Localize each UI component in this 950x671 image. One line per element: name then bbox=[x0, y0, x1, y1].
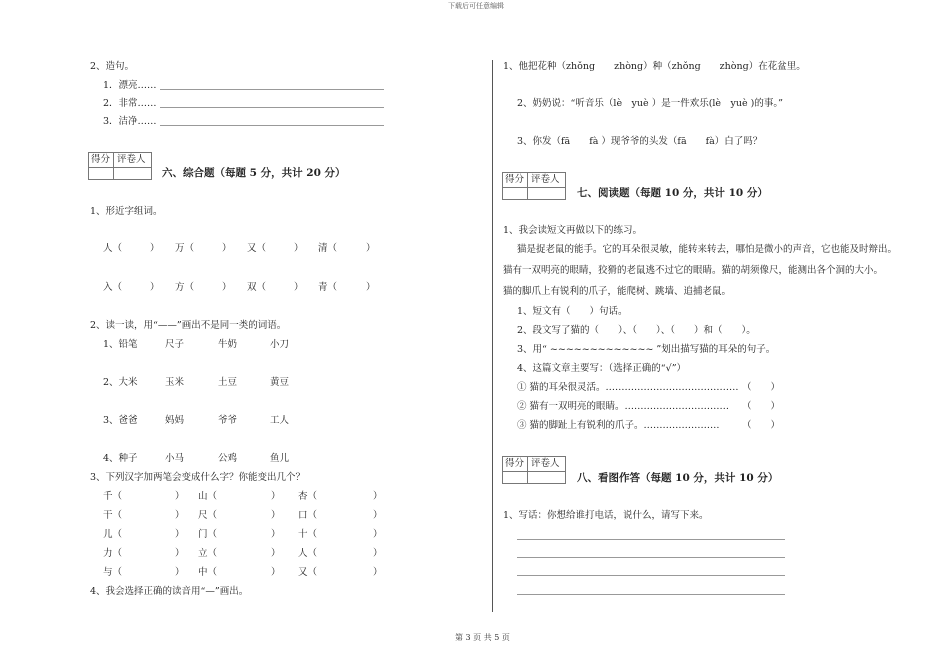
q3-strokes-title: 3、下列汉字加两笔会变成什么字？你能变出几个？ bbox=[90, 472, 306, 483]
writing-title: 1、写话：你想给谁打电话，说什么，请写下来。 bbox=[503, 510, 709, 521]
sentence-item: 2．非常…… bbox=[103, 98, 157, 109]
char-blank-close: ） bbox=[175, 567, 185, 578]
word[interactable]: 3、爸爸 bbox=[103, 415, 138, 426]
char-blank: 十（ bbox=[298, 529, 318, 540]
word[interactable]: 工人 bbox=[270, 415, 290, 426]
char-blank: 干（ bbox=[103, 510, 123, 521]
char-blank: 口（ bbox=[298, 510, 318, 521]
section-8-title: 八、看图作答（每题 10 分，共计 10 分） bbox=[577, 472, 779, 484]
char-blank-close: ） bbox=[366, 243, 376, 254]
pinyin-item[interactable]: 3、你发（fā fà ）现爷爷的头发（fā fà）白了吗？ bbox=[517, 136, 763, 147]
passage-line: 猫有一双明亮的眼睛，狡猾的老鼠逃不过它的眼睛。猫的胡须像尺，能测出各个洞的大小。 bbox=[503, 265, 884, 276]
word[interactable]: 小刀 bbox=[270, 339, 290, 350]
char-blank-close: ） bbox=[222, 282, 232, 293]
sentence-item: 3．洁净…… bbox=[103, 116, 157, 127]
char-blank: 山（ bbox=[198, 491, 218, 502]
word[interactable]: 鱼儿 bbox=[270, 453, 290, 464]
char-blank: 青（ bbox=[318, 282, 338, 293]
q4-pronunciation-title: 4、我会选择正确的读音用“—”画出。 bbox=[90, 586, 249, 597]
reviewer-label: 评卷人 bbox=[531, 458, 560, 469]
score-box bbox=[502, 456, 566, 484]
char-blank-close: ） bbox=[366, 282, 376, 293]
char-blank: 方（ bbox=[175, 282, 195, 293]
char-blank-close: ） bbox=[271, 491, 281, 502]
word[interactable]: 妈妈 bbox=[165, 415, 185, 426]
char-blank-close: ） bbox=[373, 510, 383, 521]
page-footer: 第 3 页 共 5 页 bbox=[455, 633, 510, 642]
char-blank-close: ） bbox=[175, 510, 185, 521]
pinyin-item[interactable]: 1、他把花种（zhǒng zhòng）种（zhǒng zhòng）在花盆里。 bbox=[503, 61, 806, 72]
char-blank-close: ） bbox=[150, 243, 160, 254]
choice-text: ① 猫的耳朵很灵活。…………………………………… bbox=[517, 382, 739, 393]
char-blank: 人（ bbox=[298, 548, 318, 559]
char-blank-close: ） bbox=[373, 529, 383, 540]
word[interactable]: 土豆 bbox=[218, 377, 238, 388]
writing-line[interactable] bbox=[517, 557, 785, 558]
word[interactable]: 2、大米 bbox=[103, 377, 138, 388]
score-label: 得分 bbox=[505, 174, 525, 185]
word[interactable]: 爷爷 bbox=[218, 415, 238, 426]
word[interactable]: 尺子 bbox=[165, 339, 185, 350]
word[interactable]: 4、种子 bbox=[103, 453, 138, 464]
choice-checkbox[interactable]: （ ） bbox=[742, 401, 781, 412]
choice-checkbox[interactable]: （ ） bbox=[742, 382, 781, 393]
answer-line[interactable] bbox=[160, 125, 384, 126]
char-blank: 千（ bbox=[103, 491, 123, 502]
char-blank-close: ） bbox=[271, 529, 281, 540]
char-blank-close: ） bbox=[175, 491, 185, 502]
reading-question: 4、这篇文章主要写：（选择正确的“√”） bbox=[517, 363, 687, 374]
char-blank: 又（ bbox=[298, 567, 318, 578]
writing-line[interactable] bbox=[517, 575, 785, 576]
q2-sentences-title: 2、造句。 bbox=[90, 61, 135, 72]
char-blank: 杏（ bbox=[298, 491, 318, 502]
q1-similar-title: 1、形近字组词。 bbox=[90, 206, 163, 217]
char-blank: 儿（ bbox=[103, 529, 123, 540]
writing-line[interactable] bbox=[517, 539, 785, 540]
word[interactable]: 牛奶 bbox=[218, 339, 238, 350]
pinyin-item[interactable]: 2、奶奶说：“听音乐（lè yuè ）是一件欢乐(lè yuè )的事。” bbox=[517, 98, 783, 109]
passage-line: 猫的脚爪上有锐利的爪子，能爬树、跳墙、追捕老鼠。 bbox=[503, 286, 732, 297]
reading-question: 3、用“ ~~~~~~~~~~~~~ ”划出描写猫的耳朵的句子。 bbox=[517, 344, 776, 355]
char-blank: 入（ bbox=[103, 282, 123, 293]
char-blank: 尺（ bbox=[198, 510, 218, 521]
char-blank: 与（ bbox=[103, 567, 123, 578]
sentence-item: 1．漂亮…… bbox=[103, 80, 157, 91]
char-blank: 清（ bbox=[318, 243, 338, 254]
char-blank-close: ） bbox=[294, 243, 304, 254]
char-blank-close: ） bbox=[175, 529, 185, 540]
score-label: 得分 bbox=[505, 458, 525, 469]
word[interactable]: 黄豆 bbox=[270, 377, 290, 388]
column-divider bbox=[492, 60, 493, 612]
section-6-title: 六、综合题（每题 5 分，共计 20 分） bbox=[162, 167, 346, 179]
score-label: 得分 bbox=[91, 154, 111, 165]
choice-text: ③ 猫的脚趾上有锐利的爪子。…………………… bbox=[517, 420, 720, 431]
char-blank: 又（ bbox=[247, 243, 267, 254]
char-blank-close: ） bbox=[373, 491, 383, 502]
char-blank-close: ） bbox=[150, 282, 160, 293]
passage-line: 猫是捉老鼠的能手。它的耳朵很灵敏，能转来转去，哪怕是微小的声音，它也能及时辩出。 bbox=[517, 244, 898, 255]
char-blank: 人（ bbox=[103, 243, 123, 254]
char-blank-close: ） bbox=[373, 567, 383, 578]
word[interactable]: 公鸡 bbox=[218, 453, 238, 464]
reading-question: 2、段文写了猫的（ ）、（ ）、（ ）和（ ）。 bbox=[517, 325, 756, 336]
word[interactable]: 玉米 bbox=[165, 377, 185, 388]
char-blank: 万（ bbox=[175, 243, 195, 254]
section-7-title: 七、阅读题（每题 10 分，共计 10 分） bbox=[577, 187, 768, 199]
choice-text: ② 猫有一双明亮的眼睛。…………………………… bbox=[517, 401, 730, 412]
char-blank: 立（ bbox=[198, 548, 218, 559]
char-blank-close: ） bbox=[294, 282, 304, 293]
char-blank: 中（ bbox=[198, 567, 218, 578]
char-blank-close: ） bbox=[222, 243, 232, 254]
header-note: 下载后可任意编辑 bbox=[448, 2, 504, 10]
char-blank: 双（ bbox=[247, 282, 267, 293]
reading-title: 1、我会读短文再做以下的练习。 bbox=[503, 225, 643, 236]
reviewer-label: 评卷人 bbox=[117, 154, 146, 165]
q2-odd-title: 2、读一读，用“——”画出不是同一类的词语。 bbox=[90, 320, 287, 331]
word[interactable]: 1、铅笔 bbox=[103, 339, 138, 350]
answer-line[interactable] bbox=[160, 89, 384, 90]
char-blank: 力（ bbox=[103, 548, 123, 559]
char-blank-close: ） bbox=[271, 567, 281, 578]
char-blank-close: ） bbox=[271, 548, 281, 559]
char-blank-close: ） bbox=[175, 548, 185, 559]
char-blank-close: ） bbox=[271, 510, 281, 521]
writing-line[interactable] bbox=[517, 594, 785, 595]
reading-question: 1、短文有（ ）句话。 bbox=[517, 306, 628, 317]
choice-checkbox[interactable]: （ ） bbox=[742, 420, 781, 431]
score-box bbox=[88, 152, 152, 180]
answer-line[interactable] bbox=[160, 107, 384, 108]
char-blank-close: ） bbox=[373, 548, 383, 559]
char-blank: 门（ bbox=[198, 529, 218, 540]
word[interactable]: 小马 bbox=[165, 453, 185, 464]
reviewer-label: 评卷人 bbox=[531, 174, 560, 185]
score-box bbox=[502, 172, 566, 200]
